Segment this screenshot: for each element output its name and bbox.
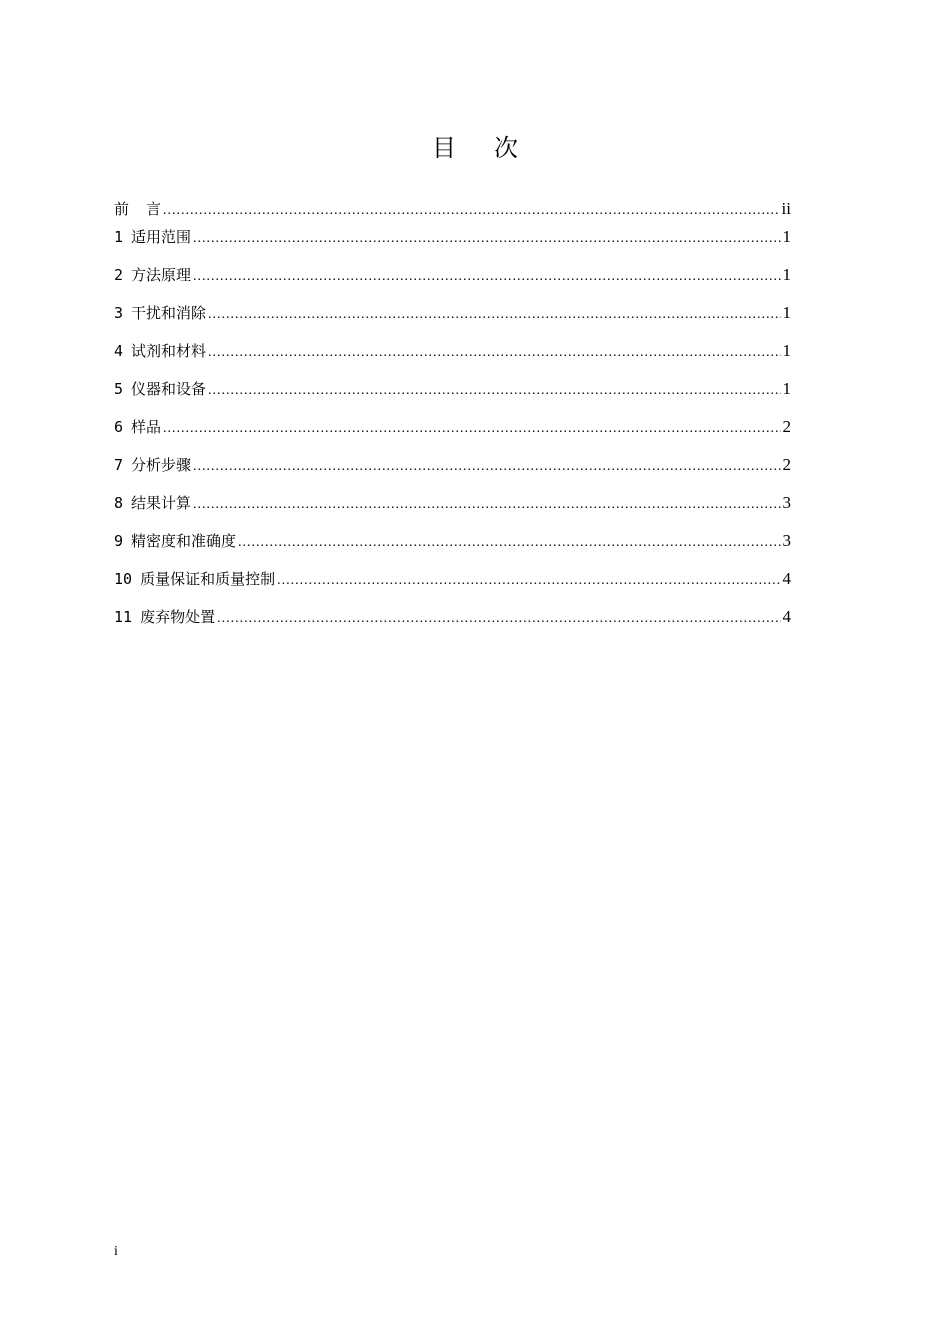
toc-entry-number: 8 <box>114 494 124 512</box>
toc-dot-leader <box>208 340 780 366</box>
toc-entry-label: 前言 <box>114 200 179 218</box>
toc-entry-7[interactable] <box>114 452 791 490</box>
toc-entry-number: 5 <box>114 380 124 398</box>
toc-entry-page: 3 <box>782 531 791 550</box>
toc-entry-label: 质量保证和质量控制 <box>140 570 276 588</box>
toc-entry-page: 3 <box>782 493 791 512</box>
toc-entry-8[interactable] <box>114 490 791 528</box>
toc-entry-page: ii <box>781 199 791 218</box>
toc-dot-leader <box>193 492 780 518</box>
toc-entry-label: 适用范围 <box>131 228 192 246</box>
toc-entry-3[interactable] <box>114 300 791 338</box>
toc-entry-page: 2 <box>782 417 791 436</box>
toc-entry-label: 结果计算 <box>131 494 192 512</box>
toc-entry-5[interactable] <box>114 376 791 414</box>
toc-entry-page: 1 <box>782 379 791 398</box>
toc-entry-label: 方法原理 <box>131 266 192 284</box>
toc-entry-label: 精密度和准确度 <box>131 532 237 550</box>
toc-entry-1[interactable] <box>114 224 791 262</box>
toc-dot-leader <box>277 568 780 594</box>
toc-entry-11[interactable] <box>114 604 791 642</box>
toc-entry-number: 3 <box>114 304 124 322</box>
toc-entry-9[interactable] <box>114 528 791 566</box>
toc-entry-label: 试剂和材料 <box>131 342 207 360</box>
toc-entry-number: 1 <box>114 228 124 246</box>
toc-entry-number: 10 <box>114 570 133 588</box>
toc-entry-label: 仪器和设备 <box>131 380 207 398</box>
toc-entry-page: 2 <box>782 455 791 474</box>
toc-entry-2[interactable] <box>114 262 791 300</box>
toc-entry-number: 4 <box>114 342 124 360</box>
page-title: 目次 <box>432 134 556 162</box>
toc-entry-number: 7 <box>114 456 124 474</box>
toc-entry-page: 1 <box>782 341 791 360</box>
toc-entry-number: 9 <box>114 532 124 550</box>
toc-entry-page: 4 <box>782 607 791 626</box>
toc-dot-leader <box>163 416 780 442</box>
table-of-contents <box>114 196 791 642</box>
toc-entry-preface[interactable] <box>114 196 791 224</box>
toc-entry-number: 6 <box>114 418 124 436</box>
toc-dot-leader <box>163 198 780 224</box>
toc-dot-leader <box>193 454 780 480</box>
toc-dot-leader <box>193 226 780 252</box>
toc-dot-leader <box>208 302 780 328</box>
toc-entry-page: 1 <box>782 303 791 322</box>
toc-entry-label: 废弃物处置 <box>140 608 216 626</box>
toc-entry-6[interactable] <box>114 414 791 452</box>
toc-dot-leader <box>238 530 780 556</box>
toc-entry-label: 干扰和消除 <box>131 304 207 322</box>
footer-page-number: i <box>114 1244 118 1259</box>
toc-dot-leader <box>193 264 780 290</box>
toc-entry-4[interactable] <box>114 338 791 376</box>
toc-dot-leader <box>217 606 780 632</box>
toc-entry-label: 样品 <box>131 418 162 436</box>
toc-entry-label: 分析步骤 <box>131 456 192 474</box>
toc-entry-number: 11 <box>114 608 133 626</box>
toc-entry-page: 1 <box>782 227 791 246</box>
toc-entry-10[interactable] <box>114 566 791 604</box>
toc-entry-page: 1 <box>782 265 791 284</box>
toc-dot-leader <box>208 378 780 404</box>
toc-entry-page: 4 <box>782 569 791 588</box>
toc-entry-number: 2 <box>114 266 124 284</box>
